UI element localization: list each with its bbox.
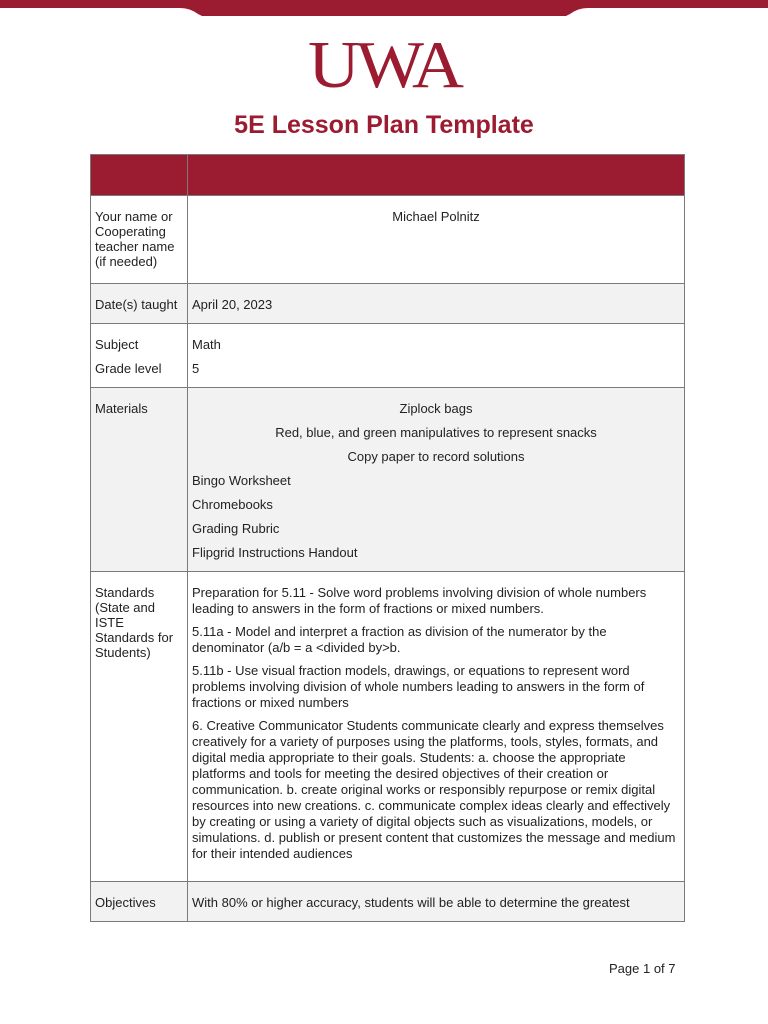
date-value: April 20, 2023	[188, 284, 685, 324]
standard-paragraph: 5.11b - Use visual fraction models, drawings, or equations to represent word problems involving division of whole numbers leading to answers in the form of fractions or mixed numbers	[192, 663, 645, 710]
objectives-value: With 80% or higher accuracy, students will be able to determine the greatest	[188, 882, 685, 922]
material-item: Flipgrid Instructions Handout	[192, 545, 358, 560]
subject-grade-labels	[91, 324, 188, 388]
header-cell-right	[188, 155, 685, 196]
material-item: Copy paper to record solutions	[347, 449, 525, 464]
table-row-subject-grade	[91, 324, 685, 388]
standards-label: Standards (State and ISTE Standards for Students)	[91, 572, 188, 882]
material-item: Grading Rubric	[192, 521, 280, 536]
grade-label: Grade level	[95, 361, 162, 376]
table-row-name	[91, 196, 685, 284]
header-cell-left	[91, 155, 188, 196]
date-label: Date(s) taught	[91, 284, 188, 324]
table-header-row	[91, 155, 685, 196]
subject-grade-values	[188, 324, 685, 388]
name-label: Your name or Cooperating teacher name (if needed)	[91, 196, 188, 284]
top-brand-band	[0, 0, 768, 16]
table-row-standards	[91, 572, 685, 882]
materials-list	[188, 388, 685, 572]
subject-label: Subject	[95, 337, 139, 352]
material-item: Chromebooks	[192, 497, 273, 512]
name-value: Michael Polnitz	[188, 196, 685, 284]
subject-value: Math	[192, 337, 221, 352]
standard-paragraph: Preparation for 5.11 - Solve word problems involving division of whole numbers leading to answers in the form of fractions or mixed numbers.	[192, 585, 647, 616]
lesson-plan-table	[90, 154, 685, 922]
materials-label: Materials	[91, 388, 188, 572]
standard-paragraph: 5.11a - Model and interpret a fraction as division of the numerator by the denominator (a/b = a <divided by>b.	[192, 624, 607, 655]
standards-text	[188, 572, 685, 882]
table-row-date	[91, 284, 685, 324]
table-row-objectives	[91, 882, 685, 922]
table-row-materials	[91, 388, 685, 572]
objectives-label: Objectives	[91, 882, 188, 922]
material-item: Ziplock bags	[399, 401, 473, 416]
grade-value: 5	[192, 361, 200, 376]
material-item: Red, blue, and green manipulatives to represent snacks	[275, 425, 597, 440]
page-number: Page 1 of 7	[609, 961, 676, 976]
standard-paragraph: 6. Creative Communicator Students communicate clearly and express themselves creatively for a variety of purposes using the platforms, tools, styles, formats, and digital media appropriate to their goals. Students: a. choose the appropriate platforms and tools for meeting the desired objectives of their creation or communication. b. create original works or responsibly repurpose or remix digital resources into new creations. c. communicate complex ideas clearly and effectively by creating or using a variety of digital objects such as visualizations, models, or simulations. d. publish or present content that customizes the message and medium for their intended audiences	[192, 718, 676, 861]
material-item: Bingo Worksheet	[192, 473, 291, 488]
uwa-logo: UWA	[308, 28, 460, 102]
page-title: 5E Lesson Plan Template	[234, 111, 534, 139]
